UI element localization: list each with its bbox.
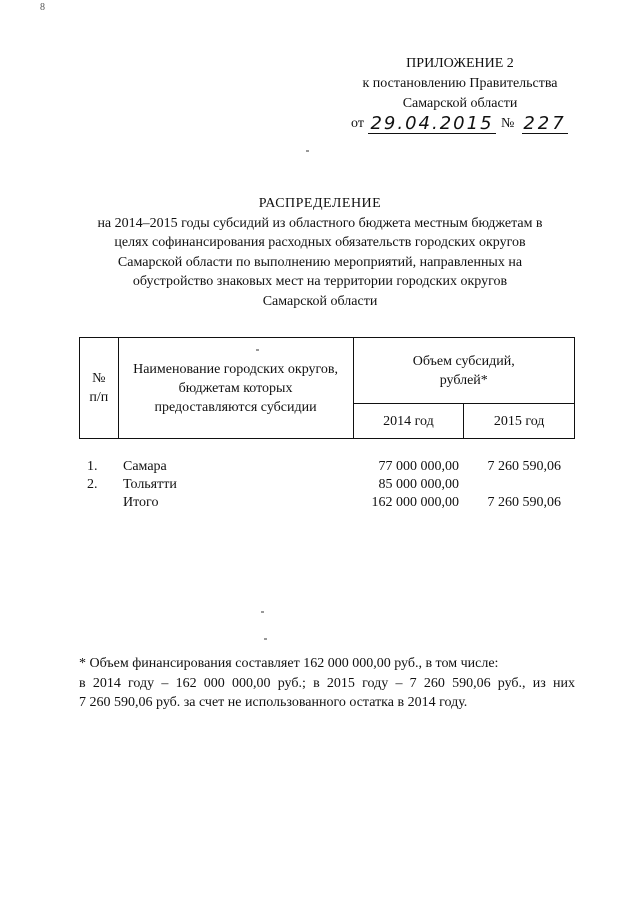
row-name: Итого bbox=[123, 495, 159, 510]
appendix-line-2: Самарской области bbox=[402, 96, 518, 111]
header-name-line: бюджетам которых bbox=[178, 380, 293, 396]
row-name: Тольятти bbox=[123, 477, 177, 492]
heading-line: обустройство знаковых мест на территории городских округов bbox=[132, 274, 508, 290]
document-heading bbox=[60, 194, 580, 312]
header-volume-line: рублей* bbox=[439, 372, 488, 388]
row-value-2015: 7 260 590,06 bbox=[487, 459, 561, 474]
header-name bbox=[118, 338, 353, 439]
footnote-line-1: * Объем финансирования составляет 162 000 000,00 руб., в том числе: bbox=[79, 656, 499, 671]
row-value-2014: 85 000 000,00 bbox=[378, 477, 459, 492]
scan-speck bbox=[306, 150, 309, 152]
signature-row bbox=[330, 114, 590, 136]
footnote bbox=[79, 654, 575, 713]
row-value-2015: 7 260 590,06 bbox=[487, 495, 561, 510]
header-2015: 2015 год bbox=[464, 404, 575, 439]
table-row bbox=[79, 458, 575, 476]
table-row bbox=[79, 476, 575, 494]
header-volume-line: Объем субсидий, bbox=[412, 353, 515, 369]
table-header bbox=[79, 337, 575, 439]
scan-speck bbox=[264, 638, 267, 640]
header-volume bbox=[353, 338, 574, 404]
row-value-2014: 77 000 000,00 bbox=[378, 459, 459, 474]
table-row-total bbox=[79, 494, 575, 512]
row-name: Самара bbox=[123, 459, 167, 474]
footnote-line-3: 7 260 590,06 руб. за счет не использованного остатка в 2014 году. bbox=[79, 695, 468, 711]
header-number-line: № bbox=[92, 371, 106, 386]
footnote-line-2: в 2014 году – 162 000 000,00 руб.; в 2015 году – 7 260 590,06 руб., из них bbox=[79, 675, 575, 691]
header-name-line: Наименование городских округов, bbox=[133, 361, 339, 377]
heading-line: Самарской области bbox=[262, 293, 378, 309]
from-label: от bbox=[351, 116, 364, 131]
header-number bbox=[80, 338, 119, 439]
row-number: 1. bbox=[87, 459, 98, 474]
page-mark: 8 bbox=[40, 2, 45, 13]
heading-title: РАСПРЕДЕЛЕНИЕ bbox=[258, 196, 382, 211]
header-name-line: предоставляются субсидии bbox=[154, 399, 317, 415]
heading-line: целях софинансирования расходных обязательств городских округов bbox=[114, 235, 526, 251]
appendix-title: ПРИЛОЖЕНИЕ 2 bbox=[406, 56, 514, 71]
appendix-line-1: к постановлению Правительства bbox=[362, 76, 558, 91]
row-number: 2. bbox=[87, 477, 98, 492]
table-body bbox=[79, 458, 575, 512]
header-2014: 2014 год bbox=[353, 404, 464, 439]
row-value-2014: 162 000 000,00 bbox=[371, 495, 459, 510]
heading-line: Самарской области по выполнению мероприятий, направленных на bbox=[117, 254, 523, 270]
appendix-block bbox=[330, 54, 590, 136]
handwritten-number: 227 bbox=[523, 113, 567, 134]
handwritten-date: 29.04.2015 bbox=[368, 115, 496, 134]
scan-speck bbox=[261, 611, 264, 613]
number-label: № bbox=[501, 116, 515, 131]
header-number-line: п/п bbox=[89, 390, 109, 405]
heading-line: на 2014–2015 годы субсидий из областного бюджета местным бюджетам в bbox=[97, 215, 543, 231]
